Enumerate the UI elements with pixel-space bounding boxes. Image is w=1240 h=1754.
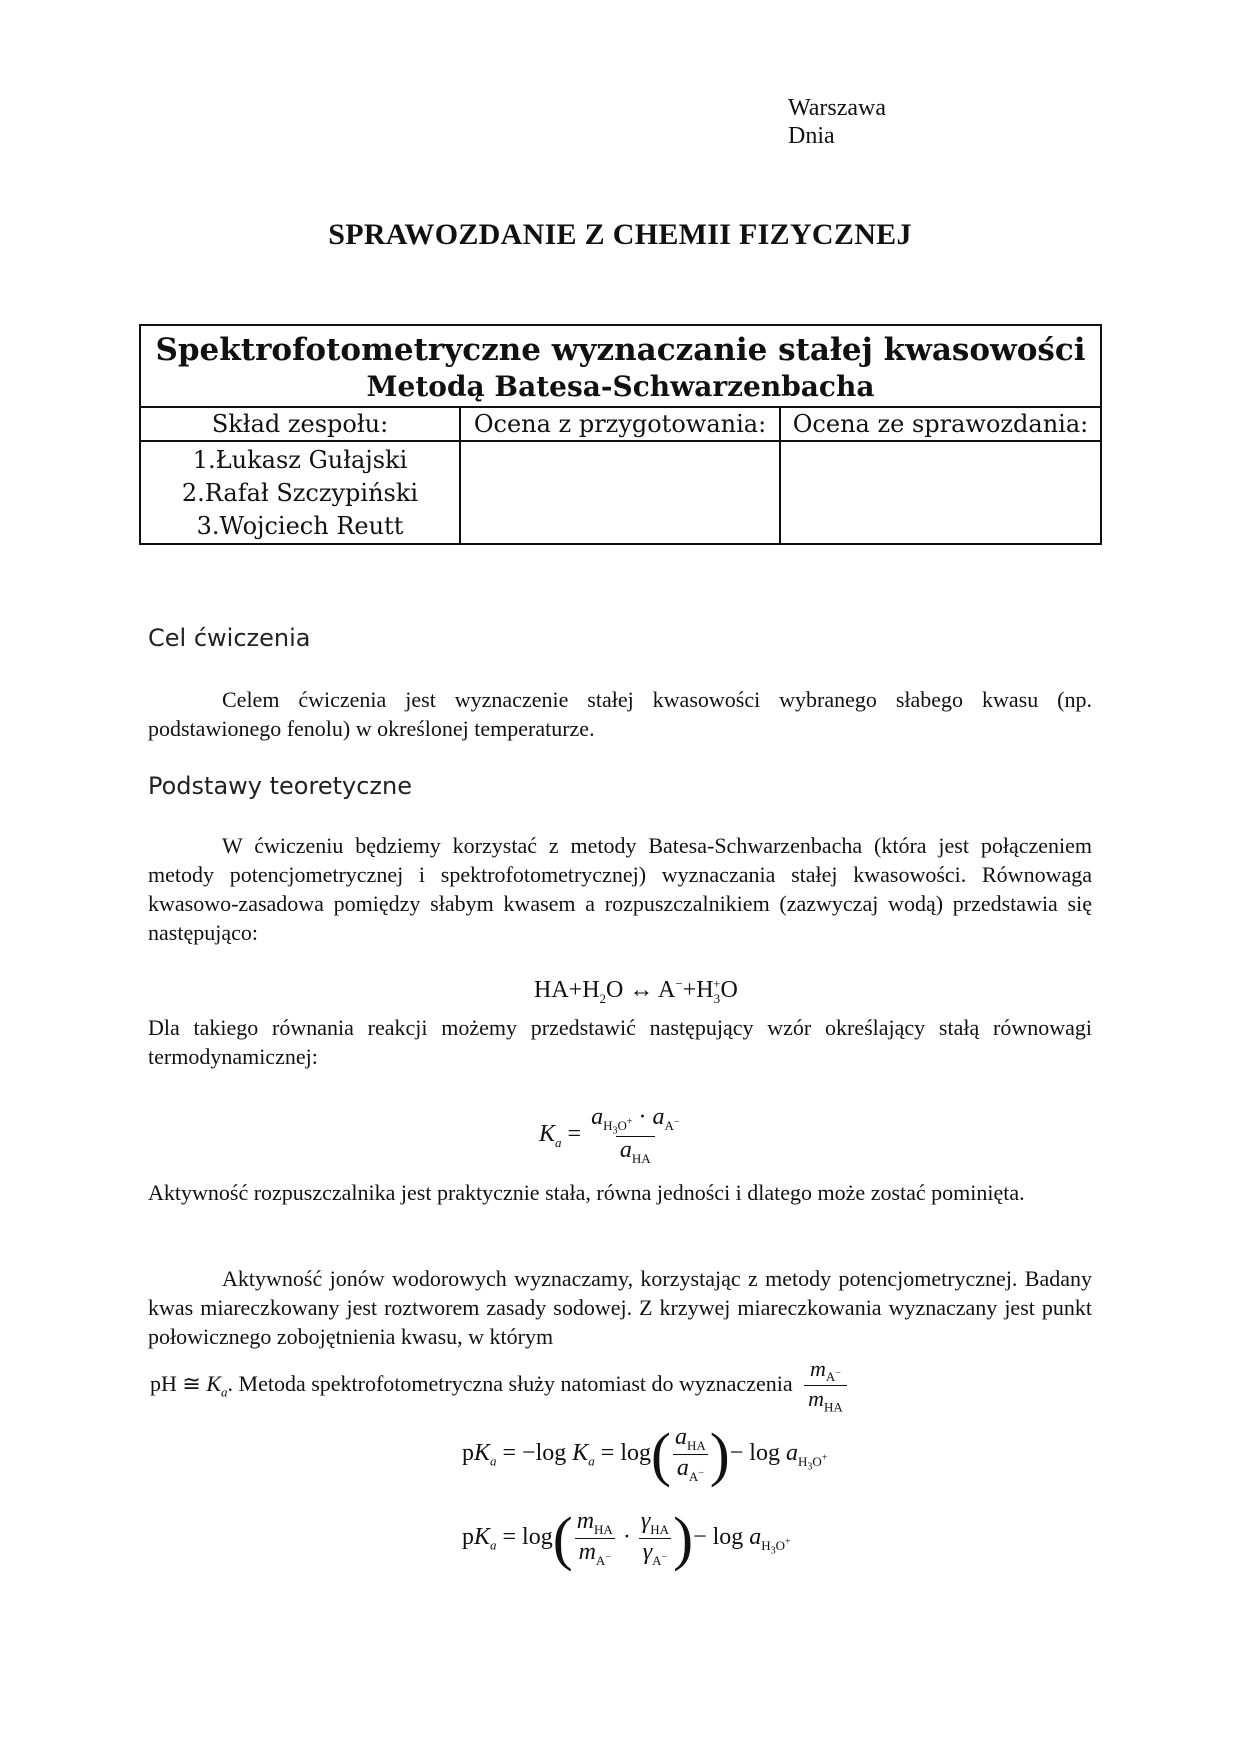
topic-line-1: Spektrofotometryczne wyznaczanie stałej kwasowości: [155, 332, 1086, 368]
report-grade-cell: [780, 441, 1101, 544]
theory-paragraph-1: W ćwiczeniu będziemy korzystać z metody Batesa-Schwarzenbacha (która jest połączeniem metody potencjometrycznej i spektrofotometrycznej) wyznaczania stałej kwasowości. Równowaga kwasowo-zasadowa pomiędzy słabym kwasem a rozpuszczalnikiem (zazwyczaj wodą) przedstawia się następująco:: [148, 833, 1092, 945]
date-label: Dnia: [788, 123, 835, 149]
goal-paragraph: Celem ćwiczenia jest wyznaczenie stałej kwasowości wybranego słabego kwasu (np. podstawionego fenolu) w określonej temperaturze.: [148, 687, 1092, 741]
members-cell: [140, 441, 460, 544]
header-team: Skład zespołu:: [140, 407, 460, 441]
topic-line-2: Metodą Batesa-Schwarzenbacha: [366, 370, 875, 403]
city: Warszawa: [788, 95, 887, 121]
theory-paragraph-4-tail: . Metoda spektrofotometryczna służy natomiast do wyznaczenia: [227, 1370, 793, 1396]
ph-relation-line: pH ≅ $K_a$. Metoda spektrofotometryczna służy natomiast do wyznaczenia $\frac{m_{A^-}}{m_{HA}}$: [150, 1356, 847, 1416]
member-2: 2.Rafał Szczypiński: [181, 479, 419, 507]
theory-heading: Podstawy teoretyczne: [148, 772, 412, 800]
goal-heading: Cel ćwiczenia: [148, 624, 311, 652]
prep-grade-cell: [460, 441, 780, 544]
header-prep-grade: Ocena z przygotowania:: [460, 407, 780, 441]
header-report-grade: Ocena ze sprawozdania:: [780, 407, 1101, 441]
theory-paragraph-4: Aktywność jonów wodorowych wyznaczamy, korzystając z metody potencjometrycznej. Badany kwas miareczkowany jest roztworem zasady sodowej. Z krzywej miareczkowania wyznaczany jest punkt połowicznego zobojętnienia kwasu, w którym: [148, 1266, 1092, 1349]
pka-equation-1: $pK_a = -\log$ $K_a = \log$( $\frac{a_{HA}}{a_{A^-}}$ )− $\log a_{H_3O^+}$: [462, 1421, 828, 1488]
theory-paragraph-3: Aktywność rozpuszczalnika jest praktycznie stała, równa jedności i dlatego może zostać pominięta.: [148, 1180, 1025, 1205]
place-date-block: [788, 94, 886, 150]
member-1: 1.Łukasz Gułajski: [192, 446, 408, 474]
page-title: SPRAWOZDANIE Z CHEMII FIZYCZNEJ: [328, 218, 912, 251]
pka-equation-2: $pK_a = \log$( $\frac{m_{HA}}{m_{A^-}}$ · $\frac{\gamma_{HA}}{\gamma_{A^-}}$ )− $\log a_{H_3O^+}$: [462, 1505, 791, 1572]
member-3: 3.Wojciech Reutt: [196, 512, 404, 540]
ka-equation: $K_a$ = $\frac{a_{H_3O^+} \cdot a_{A^-}}{a_{HA}}$: [539, 1104, 680, 1167]
reaction-equation: $HA+H_2O$ ↔ $A^-+H_3^+O$: [534, 976, 738, 1006]
topic-cell: [140, 325, 1101, 407]
cover-table: [139, 324, 1102, 545]
theory-paragraph-2: Dla takiego równania reakcji możemy przedstawić następujący wzór określający stałą równowagi termodynamicznej:: [148, 1015, 1092, 1069]
